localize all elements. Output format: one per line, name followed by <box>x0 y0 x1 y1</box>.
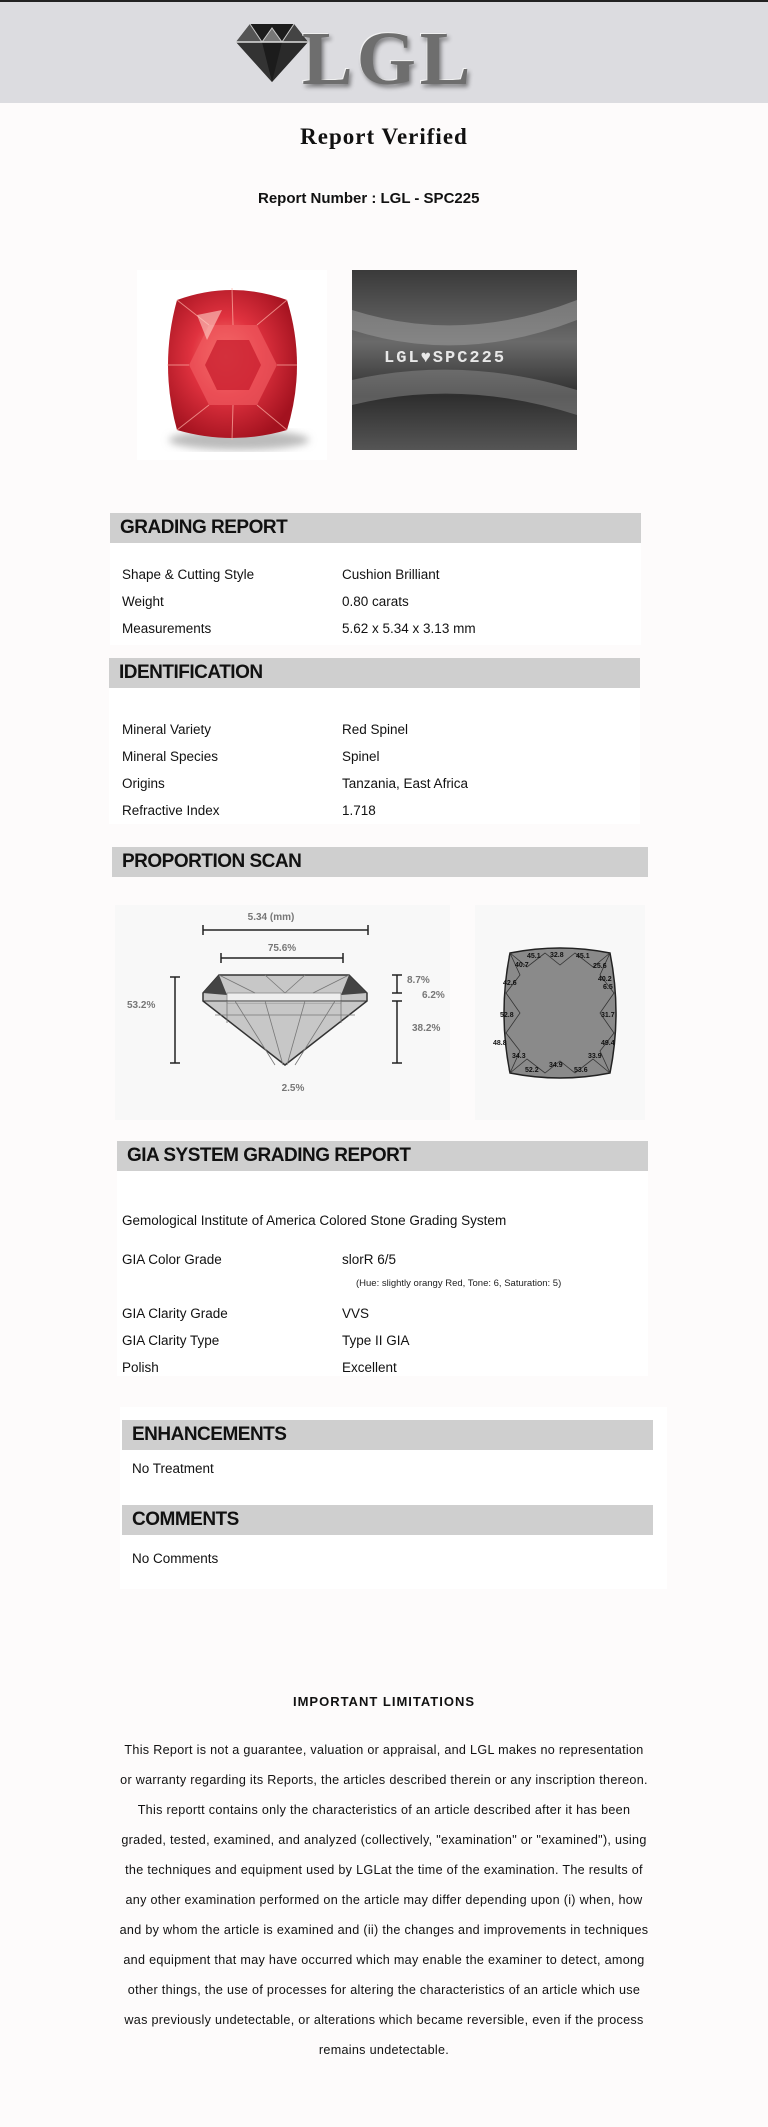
refractive-index-label: Refractive Index <box>122 803 220 818</box>
variety-value: Red Spinel <box>342 722 409 737</box>
scan-value: 40.2 <box>598 976 612 983</box>
scan-value: 52.2 <box>525 1067 539 1074</box>
gia-clarity-type-label: GIA Clarity Type <box>122 1333 220 1348</box>
scan-value: 45.1 <box>527 953 541 960</box>
proportion-top-diagram <box>475 905 645 1120</box>
gia-color-label: GIA Color Grade <box>122 1252 222 1267</box>
scan-value: 25.6 <box>593 963 607 970</box>
girdle-label: 6.2% <box>422 990 445 1001</box>
scan-value: 32.8 <box>550 952 564 959</box>
species-value: Spinel <box>342 749 380 764</box>
enhancements-value: No Treatment <box>132 1461 214 1476</box>
grading-report-header: GRADING REPORT <box>110 513 641 543</box>
gemstone-photo <box>137 270 327 460</box>
scan-value: 40.7 <box>515 962 529 969</box>
gia-color-value: slorR 6/5 <box>342 1252 397 1267</box>
limitations-text: This Report is not a guarantee, valuation or appraisal, and LGL makes no representation or warranty regarding its Reports, the articles described therein or any inscription thereon. This reportt contains only the characteristics of an article described after it has been graded, tested, examined, and analyzed (collectively, "examination" or "examined"), using the techniques and equipment used by LGLat the time of the examination. The results of any other examination performed on the article may differ depending upon (i) when, how and by whom the article is examined and (ii) the changes and improvements in techniques and equipment that may have occurred which may enable the examiner to detect, among other things, the use of processes for altering the characteristics of an article which use was previously undetectable, or alterations which became reversible, even if the process remains undetectable. <box>119 1743 649 2057</box>
origins-value: Tanzania, East Africa <box>342 776 469 791</box>
gia-system-name: Gemological Institute of America Colored Stone Grading System <box>122 1213 507 1228</box>
culet-label: 2.5% <box>281 1083 305 1094</box>
scan-value: 6.5 <box>603 984 613 991</box>
gia-clarity-grade-value: VVS <box>342 1306 370 1321</box>
scan-value: 45.1 <box>576 953 590 960</box>
gia-clarity-type-value: Type II GIA <box>342 1333 410 1348</box>
species-label: Mineral Species <box>122 749 219 764</box>
scan-value: 52.8 <box>500 1012 514 1019</box>
scan-value: 42.6 <box>503 980 517 987</box>
proportion-scan-header: PROPORTION SCAN <box>112 847 648 877</box>
enhancements-header: ENHANCEMENTS <box>122 1420 653 1450</box>
gia-clarity-grade-label: GIA Clarity Grade <box>122 1306 228 1321</box>
shape-value: Cushion Brilliant <box>342 567 440 582</box>
lgl-logo[interactable] <box>232 14 492 101</box>
scan-value: 34.9 <box>549 1062 563 1069</box>
width-label: 5.34 (mm) <box>247 912 295 923</box>
weight-value: 0.80 carats <box>342 594 409 609</box>
measurements-label: Measurements <box>122 621 212 636</box>
total-depth-label: 53.2% <box>127 1000 156 1011</box>
crown-height-label: 8.7% <box>407 975 430 986</box>
polish-value: Excellent <box>342 1360 397 1375</box>
header-banner <box>0 2 768 103</box>
logo-text: LGL <box>302 17 475 101</box>
polish-label: Polish <box>122 1360 159 1375</box>
report-number: Report Number : LGL - SPC225 <box>258 190 480 207</box>
gia-color-note: (Hue: slightly orangy Red, Tone: 6, Saturation: 5) <box>356 1278 562 1289</box>
refractive-index-value: 1.718 <box>342 803 376 818</box>
shape-label: Shape & Cutting Style <box>122 567 255 582</box>
table-label: 75.6% <box>267 943 297 954</box>
scan-value: 31.7 <box>601 1012 615 1019</box>
diamond-logo-icon <box>232 20 312 86</box>
inscription-photo <box>352 270 577 450</box>
scan-value: 53.6 <box>574 1067 588 1074</box>
proportion-side-diagram <box>115 905 450 1120</box>
measurements-value: 5.62 x 5.34 x 3.13 mm <box>342 621 476 636</box>
gia-header: GIA SYSTEM GRADING REPORT <box>117 1141 648 1171</box>
scan-value: 34.3 <box>512 1053 526 1060</box>
page-title: Report Verified <box>300 124 468 149</box>
inscription-text: LGL♥SPC225 <box>384 349 507 368</box>
weight-label: Weight <box>122 594 164 609</box>
scan-value: 48.8 <box>493 1040 507 1047</box>
scan-value: 33.9 <box>588 1053 602 1060</box>
limitations-title: IMPORTANT LIMITATIONS <box>292 1694 476 1709</box>
comments-header: COMMENTS <box>122 1505 653 1535</box>
comments-value: No Comments <box>132 1551 219 1566</box>
scan-value: 49.4 <box>601 1040 615 1047</box>
identification-header: IDENTIFICATION <box>109 658 640 688</box>
origins-label: Origins <box>122 776 165 791</box>
variety-label: Mineral Variety <box>122 722 212 737</box>
pavilion-depth-label: 38.2% <box>412 1023 441 1034</box>
